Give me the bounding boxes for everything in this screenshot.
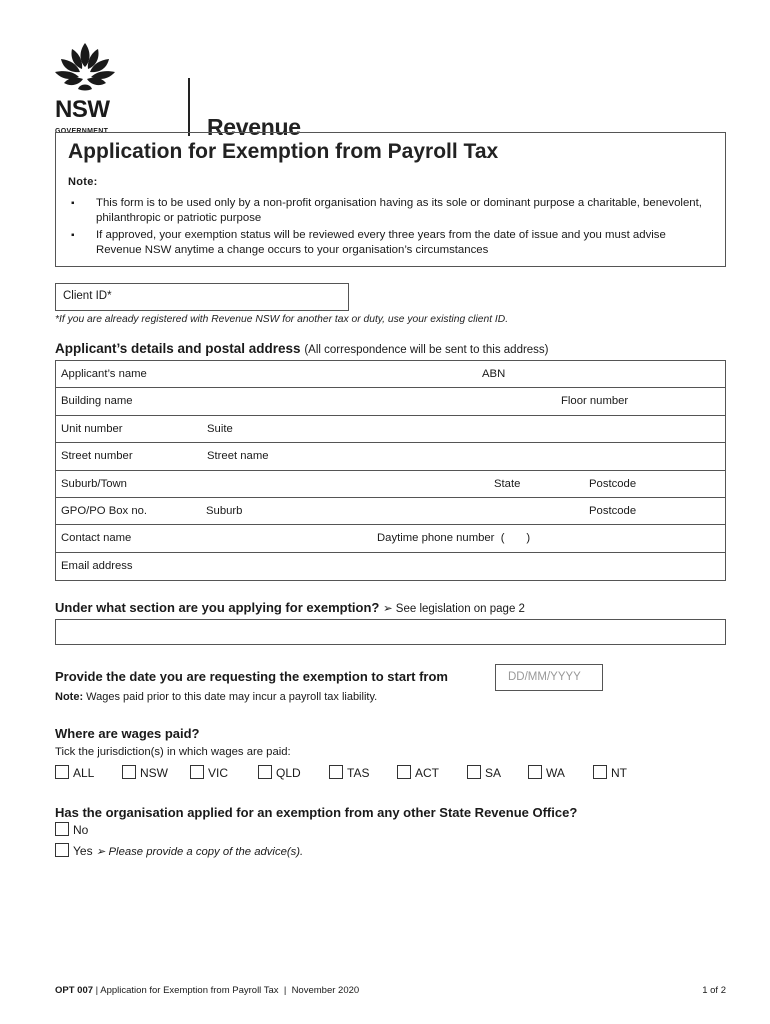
jurisdiction-nt[interactable] bbox=[593, 765, 627, 780]
checkbox-icon[interactable] bbox=[55, 822, 69, 836]
exemption-section-text: Under what section are you applying for exemption? bbox=[55, 600, 380, 615]
logo-nsw-text: NSW bbox=[55, 96, 110, 123]
applicant-section-heading bbox=[55, 341, 549, 356]
po-postcode-label: Postcode bbox=[589, 504, 637, 517]
exemption-section-input[interactable] bbox=[55, 619, 726, 645]
client-id-field[interactable] bbox=[55, 283, 349, 311]
checkbox-icon[interactable] bbox=[122, 765, 136, 779]
jurisdiction-label: ALL bbox=[73, 766, 95, 780]
email-row[interactable] bbox=[56, 553, 725, 580]
jurisdiction-sa[interactable] bbox=[467, 765, 501, 780]
start-date-input[interactable]: DD/MM/YYYY bbox=[495, 664, 603, 691]
jurisdiction-qld[interactable] bbox=[258, 765, 301, 780]
yes-label: Yes bbox=[73, 844, 93, 858]
street-row[interactable] bbox=[56, 443, 725, 470]
wages-question: Where are wages paid? bbox=[55, 726, 200, 741]
logo-divider bbox=[188, 78, 190, 136]
applicant-name-label: Applicant’s name bbox=[61, 368, 147, 380]
applicant-details-table bbox=[55, 360, 726, 581]
abn-label: ABN bbox=[482, 368, 506, 380]
footer-form-code: OPT 007 bbox=[55, 985, 94, 996]
suburb-town-label: Suburb/Town bbox=[61, 477, 127, 490]
intro-note-label: Note: bbox=[68, 176, 98, 188]
checkbox-icon[interactable] bbox=[397, 765, 411, 779]
yes-hint: ➢ Please provide a copy of the advice(s). bbox=[95, 846, 304, 858]
form-title: Application for Exemption from Payroll Tax bbox=[68, 140, 499, 163]
applicant-name-row[interactable] bbox=[56, 361, 725, 388]
waratah-flower-icon bbox=[52, 36, 118, 102]
checkbox-icon[interactable] bbox=[190, 765, 204, 779]
jurisdiction-label: NSW bbox=[140, 766, 168, 780]
unit-row[interactable] bbox=[56, 416, 725, 443]
jurisdiction-all[interactable] bbox=[55, 765, 94, 780]
email-label: Email address bbox=[61, 559, 133, 572]
checkbox-icon[interactable] bbox=[258, 765, 272, 779]
checkbox-icon[interactable] bbox=[55, 765, 69, 779]
start-date-question: Provide the date you are requesting the exemption to start from bbox=[55, 669, 448, 684]
other-office-question: Has the organisation applied for an exemption from any other State Revenue Office? bbox=[55, 805, 578, 820]
building-name-label: Building name bbox=[61, 395, 133, 408]
daytime-phone-label: Daytime phone number ( ) bbox=[377, 532, 531, 545]
street-name-label: Street name bbox=[207, 450, 269, 463]
checkbox-icon[interactable] bbox=[55, 843, 69, 857]
jurisdiction-label: NT bbox=[611, 766, 627, 780]
po-suburb-label: Suburb bbox=[206, 504, 243, 517]
start-date-note-label: Note: bbox=[55, 691, 84, 703]
jurisdiction-label: VIC bbox=[208, 766, 229, 780]
contact-row[interactable] bbox=[56, 525, 725, 552]
start-date-note-text: Wages paid prior to this date may incur a payroll tax liability. bbox=[86, 691, 378, 703]
jurisdiction-tas[interactable] bbox=[329, 765, 369, 780]
postcode-label: Postcode bbox=[589, 477, 637, 490]
other-office-yes-option[interactable] bbox=[55, 843, 303, 858]
client-id-note: *If you are already registered with Revenue NSW for another tax or duty, use your existing client ID. bbox=[55, 314, 509, 325]
checkbox-icon[interactable] bbox=[593, 765, 607, 779]
start-date-note bbox=[55, 691, 377, 703]
gpo-box-label: GPO/PO Box no. bbox=[61, 504, 148, 517]
floor-number-label: Floor number bbox=[561, 395, 629, 408]
jurisdiction-label: TAS bbox=[347, 766, 370, 780]
wages-instruction: Tick the jurisdiction(s) in which wages are paid: bbox=[55, 746, 291, 758]
jurisdiction-label: ACT bbox=[415, 766, 439, 780]
unit-number-label: Unit number bbox=[61, 422, 123, 435]
logo-revenue-text: Revenue bbox=[207, 114, 301, 140]
logo-government-text: GOVERNMENT bbox=[55, 128, 109, 135]
jurisdiction-vic[interactable] bbox=[190, 765, 228, 780]
contact-name-label: Contact name bbox=[61, 532, 132, 545]
jurisdiction-label: WA bbox=[546, 766, 565, 780]
intro-bullet: ▪ If approved, your exemption status will be reviewed every three years from the date of issue and you must advise Revenue NSW anytime a change occurs to your organisation’s circumstances bbox=[68, 228, 713, 258]
street-number-label: Street number bbox=[61, 450, 133, 463]
jurisdiction-label: QLD bbox=[276, 766, 301, 780]
building-row[interactable] bbox=[56, 388, 725, 415]
exemption-section-hint: ➢ See legislation on page 2 bbox=[382, 603, 525, 615]
applicant-heading-text: Applicant’s details and postal address bbox=[55, 341, 301, 356]
checkbox-icon[interactable] bbox=[528, 765, 542, 779]
po-box-row[interactable] bbox=[56, 498, 725, 525]
footer-form-text: | Application for Exemption from Payroll Tax | November 2020 bbox=[95, 985, 360, 996]
suburb-row[interactable] bbox=[56, 471, 725, 498]
footer-page-number: 1 of 2 bbox=[702, 985, 726, 996]
intro-bullets bbox=[68, 196, 713, 258]
jurisdiction-act[interactable] bbox=[397, 765, 439, 780]
jurisdiction-label: SA bbox=[485, 766, 502, 780]
applicant-heading-note: (All correspondence will be sent to this address) bbox=[304, 344, 549, 356]
footer-form-info bbox=[55, 985, 359, 996]
jurisdiction-nsw[interactable] bbox=[122, 765, 168, 780]
other-office-no-option[interactable] bbox=[55, 822, 88, 837]
jurisdiction-wa[interactable] bbox=[528, 765, 565, 780]
checkbox-icon[interactable] bbox=[329, 765, 343, 779]
no-label: No bbox=[73, 823, 89, 837]
nsw-government-logo bbox=[52, 36, 301, 140]
state-label: State bbox=[494, 477, 521, 490]
suite-label: Suite bbox=[207, 422, 233, 435]
intro-bullet: ▪ This form is to be used only by a non-profit organisation having as its sole or dominant purpose a charitable, benevolent, philanthropic or patriotic purpose bbox=[68, 196, 713, 226]
intro-box bbox=[55, 132, 726, 267]
client-id-label: Client ID* bbox=[63, 290, 112, 302]
exemption-section-question bbox=[55, 600, 525, 615]
checkbox-icon[interactable] bbox=[467, 765, 481, 779]
